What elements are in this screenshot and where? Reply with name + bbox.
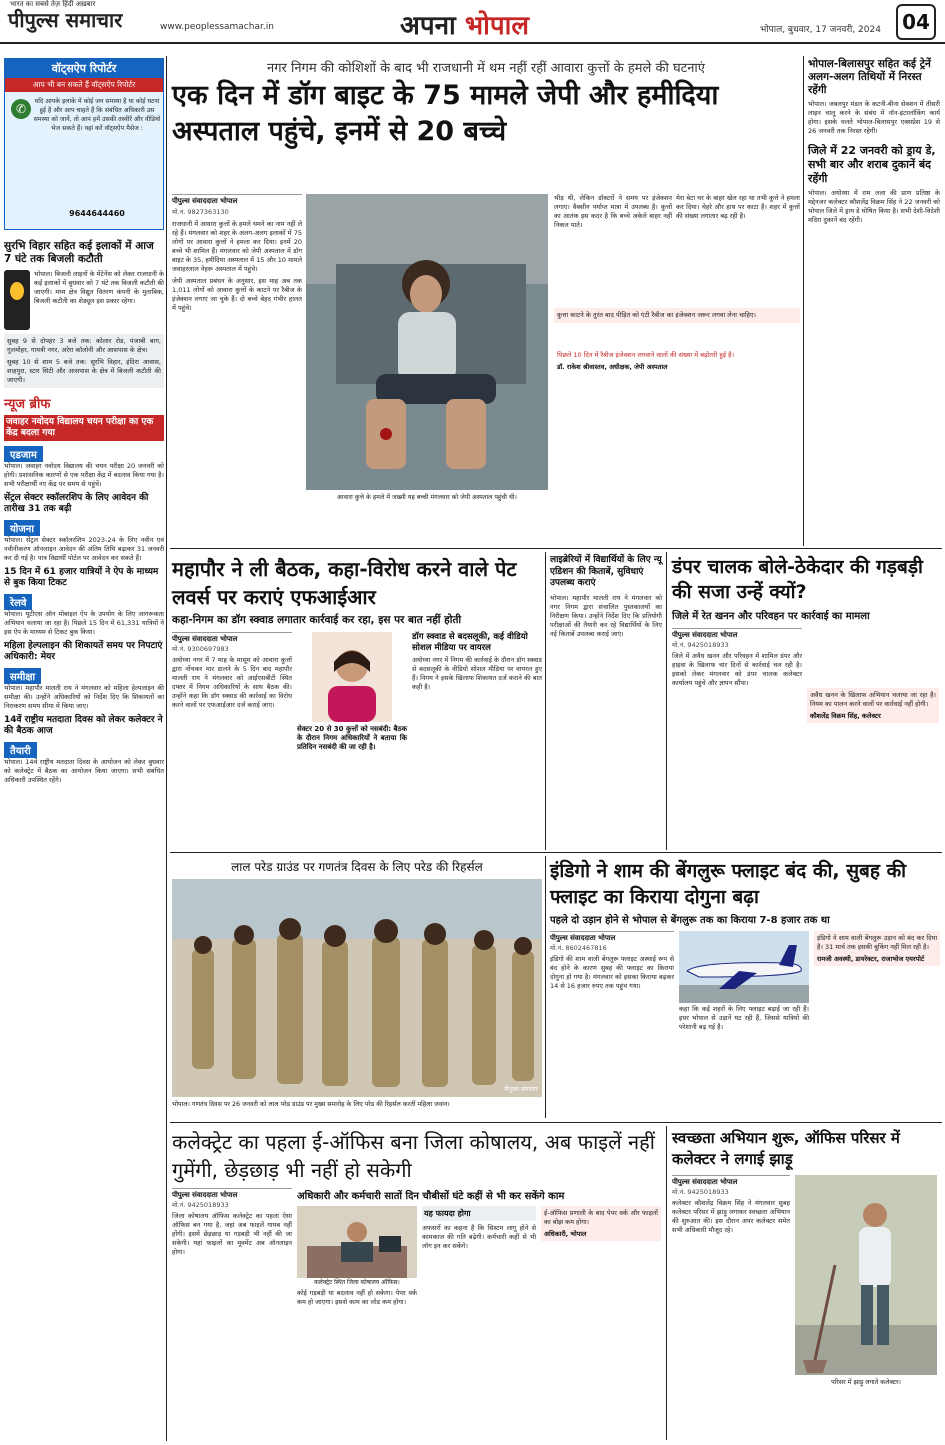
eoffice-col3: अफसरों का कहना है कि सिस्टम लागू होने से कामकाज की गति बढ़ेगी। कर्मचारी कहीं से भी लॉग इन कर सकेंगे।: [422, 1224, 536, 1250]
brief-2-body: भोपाल। सेंट्रल सेक्टर स्कॉलरशिप 2023-24 के लिए नवीन एवं नवीनीकरण ऑनलाइन आवेदन की अंतिम तिथि बढ़ाकर 31 जनवरी कर दी गई है। पात्र विद्यार्थी पोर्टल पर आवेदन कर सकते हैं।: [4, 536, 164, 562]
lead-headline: एक दिन में डॉग बाइट के 75 मामले जेपी और हमीदिया अस्पताल पहुंचे, इनमें से 20 बच्चे: [172, 80, 719, 147]
brief-4-tag: समीक्षा: [4, 668, 41, 684]
eoffice-pull-quote: ई-ऑफिस प्रणाली के बाद पेपर वर्क और फाइलों का बोझ कम होगा। अधिकारी, भोपाल: [541, 1206, 661, 1241]
indigo-deck: पहले दो उड़ान होने से भोपाल से बेंगलुरू तक का किराया 7-8 हजार तक था: [550, 915, 830, 926]
left-column: [4, 58, 164, 1438]
dumper-pull-quote: अवैध खनन के खिलाफ अभियान चलाया जा रहा है। नियम का पालन करने वालों पर कार्रवाई नहीं होगी। कौशलेंद्र विक्रम सिंह, कलेक्टर: [807, 688, 939, 723]
lead-kicker: नगर निगम की कोशिशों के बाद भी राजधानी में थम नहीं रहीं आवारा कुत्तों के हमले की घटनाएं: [266, 61, 705, 76]
whatsapp-title: वॉट्सऐप रिपोर्टर: [5, 59, 163, 78]
mayor-deck: कहा-निगम का डॉग स्क्वाड लगातार कार्रवाई कर रहा, इस पर बात नहीं होती: [172, 614, 462, 626]
brief-3-tag: रेलवे: [4, 594, 32, 610]
power-cut-schedule: [4, 334, 164, 388]
indigo-pull-byline: रामजी अवस्थी, डायरेक्टर, राजाभोज एयरपोर्ट: [817, 955, 925, 963]
lead-col3: भीड़ थी, लेकिन डॉक्टरों ने समय पर इंजेक्शन लगाए। वैक्सीन पर्याप्त मात्रा में उपलब्ध है। कुत्तों का आतंक इस कदर है कि बच्चे अकेले बाहर नहीं निकल पाते।: [554, 194, 672, 229]
brief-2-tag: योजना: [4, 520, 40, 536]
dry-day-headline: जिले में 22 जनवरी को ड्राय डे, सभी बार और शराब दुकानें बंद रहेंगी: [808, 144, 936, 185]
brief-4-body: भोपाल। महापौर मालती राय ने मंगलवार को महिला हेल्पलाइन की समीक्षा की। उन्होंने अधिकारियों को निर्देश दिए कि शिकायतों का निराकरण समय सीमा में किया जाए।: [4, 684, 164, 710]
power-cut-headline: सुरभि विहार सहित कई इलाकों में आज 7 घंटे तक बिजली कटौती: [4, 240, 154, 265]
brief-1-headline: जवाहर नवोदय विद्यालय चयन परीक्षा का एक केंद्र बदला गया: [4, 415, 164, 441]
mayor-body: अयोध्या नगर में 7 माह के मासूम को आवारा कुत्तों द्वारा नोंचकर मार डालने के 5 दिन बाद महापौर मालती राय ने मंगलवार को आईएसबीटी स्थित दफ्तर में निगम अधिकारियों के साथ बैठक की। उन्होंने कहा कि डॉग स्क्वाड की कार्रवाई का विरोध करने वालों पर एफआईआर दर्ज कराई जाए।: [172, 656, 292, 709]
whatsapp-reporter-box: [4, 58, 164, 230]
lead-pull-quote-2: पिछले 10 दिन में रैबीज इंजेक्शन लगवाने वालों की संख्या में बढ़ोतरी हुई है। डॉ. राकेश श्रीवास्तव, अधीक्षक, जेपी अस्पताल: [554, 348, 800, 374]
column-divider: [166, 56, 167, 1441]
eoffice-body: जिला कोषालय ऑफिस कलेक्ट्रेट का पहला ऐसा ऑफिस बन गया है, जहां अब फाइलें गायब नहीं होंगी। इसमें छेड़छाड़ या गड़बड़ी भी नहीं की जा सकेगी। यहां फाइलों का मूवमेंट अब ऑनलाइन होगा।: [172, 1212, 292, 1256]
brief-5-tag: तैयारी: [4, 742, 37, 758]
dumper-pull-byline: कौशलेंद्र विक्रम सिंह, कलेक्टर: [810, 712, 881, 720]
brief-5-body: भोपाल। 14वें राष्ट्रीय मतदाता दिवस के आयोजन को लेकर बुधवार को कलेक्ट्रेट में बैठक का आयोजन किया जाएगा। सभी संबंधित अधिकारी उपस्थित रहेंगे।: [4, 758, 164, 784]
dumper-body: जिले में अवैध खनन और परिवहन में शामिल डंपर और हाइवा के खिलाफ चार दिनों से कार्रवाई चल रही है। इसको लेकर मंगलवार को डंपर चालक कलेक्टर कार्यालय पहुंचे और ज्ञापन सौंपा।: [672, 652, 802, 687]
page-header: [0, 0, 945, 44]
eoffice-phone: मो.नं. 9425018933: [172, 1201, 229, 1209]
parade-photo: [172, 879, 542, 1097]
eoffice-headline: कलेक्ट्रेट का पहला ई-ऑफिस बना जिला कोषालय, अब फाइलें नहीं गुमेंगी, छेड़छाड़ भी नहीं हो सकेगी: [172, 1130, 655, 1182]
dumper-story: [672, 555, 940, 845]
dumper-phone: मो.नं. 9425018933: [672, 641, 729, 649]
lead-story: [172, 58, 800, 538]
dumper-deck: जिले में रेत खनन और परिवहन पर कार्रवाई का मामला: [672, 611, 870, 622]
swachh-story: [672, 1128, 940, 1440]
whatsapp-body: यदि आपके इलाके में कोई जन समस्या है या कोई घटना हुई है और आप चाहते हैं कि संबंधित अधिकारी उस समस्या को जानें, तो आप हमें उसकी तस्वीरें और वीडियो भेज सकते हैं। वहां करें वॉट्सऐप मैसेज :: [33, 98, 161, 132]
mayor-headline: महापौर ने ली बैठक, कहा-विरोध करने वाले पेट लवर्स पर कराएं एफआईआर: [172, 557, 517, 609]
dog-squad-headline: डॉग स्क्वाड से बदसलूकी, कई वीडियो सोशल मीडिया पर वायरल: [412, 632, 528, 653]
indigo-col2: कहा कि कई शहरों के लिए फ्लाइट बढ़ाई जा रही हैं। इधर भोपाल से उड़ानें घट रही हैं, जिससे यात्रियों की परेशानी बढ़ गई है।: [679, 1005, 809, 1031]
eoffice-col2: कोई गड़बड़ी या बदलाव नहीं हो सकेगा। पेपर वर्क कम हो जाएगा। इससे काम का लोड कम होगा।: [297, 1289, 417, 1306]
eoffice-subhead: यह फायदा होगा: [422, 1206, 536, 1221]
eoffice-photo: [297, 1206, 417, 1278]
indigo-phone: मो.नं. 8602467816: [550, 944, 607, 952]
whatsapp-icon: ✆: [11, 99, 31, 119]
power-cut-body: भोपाल। बिजली लाइनों के मेंटेनेंस को लेकर राजधानी के कई इलाकों में बुधवार को 7 घंटे तक बिजली कटौती की जाएगी। मध्य क्षेत्र विद्युत वितरण कंपनी के मुताबिक, बिजली कटौती का शेड्यूल इस प्रकार रहेगा।: [34, 270, 164, 305]
mayor-phone: मो.नं. 9300697983: [172, 645, 229, 653]
brief-3-body: भोपाल। यूटीएस ऑन मोबाइल ऐप के उपयोग के लिए जागरूकता अभियान चलाया जा रहा है। पिछले 15 दिन में 61,331 यात्रियों ने इस ऐप के माध्यम से टिकट बुक किया।: [4, 610, 164, 636]
swachh-body: कलेक्टर कौशलेंद्र विक्रम सिंह ने मंगलवार सुबह कलेक्टर परिसर में झाड़ू लगाकर स्वच्छता अभियान की शुरुआत की। इस दौरान अपर कलेक्टर समेत सभी अधिकारी मौजूद रहे।: [672, 1199, 790, 1234]
indigo-pull-quote: इंडिगो ने शाम वाली बेंगलुरू उड़ान को बंद कर दिया है। 31 मार्च तक इसकी बुकिंग नहीं मिल रही है। रामजी अवस्थी, डायरेक्टर, राजाभोज एयरपोर्ट: [814, 931, 940, 966]
library-story: [550, 555, 662, 845]
lead-body-2: जेपी अस्पताल प्रबंधन के अनुसार, इस माह अब तक 1,011 लोगों को आवारा कुत्तों के काटने पर रैबीज के इंजेक्शन लगाए जा चुके हैं। दो बच्चे बेहद गंभीर हालत में पहुंचे।: [172, 277, 302, 312]
power-cut-slot-2: सुबह 10 से शाम 5 बजे तक: सुरभि विहार, इंदिरा आवास, शाहपुरा, स्टार सिटी और आसपास के क्षेत्र में बिजली कटौती की जाएगी।: [7, 358, 161, 384]
eoffice-photo-caption: कलेक्ट्रेट स्थित जिला कोषालय ऑफिस।: [314, 1279, 400, 1286]
indigo-story: [550, 858, 940, 1120]
eoffice-story: [172, 1128, 662, 1440]
eoffice-pull-byline: अधिकारी, भोपाल: [544, 1230, 587, 1238]
dumper-headline: डंपर चालक बोले-ठेकेदार की गड़बड़ी की सजा उन्हें क्यों?: [672, 556, 923, 603]
site-url[interactable]: www.peoplessamachar.in: [160, 22, 274, 32]
indigo-headline: इंडिगो ने शाम की बेंगलुरू फ्लाइट बंद की, सुबह की फ्लाइट का किराया दोगुना बढ़ा: [550, 860, 907, 908]
swachh-headline: स्वच्छता अभियान शुरू, ऑफिस परिसर में कलेक्टर ने लगाई झाड़ू: [672, 1129, 900, 1168]
dumper-byline: पीपुल्स संवाददाता भोपाल: [672, 628, 802, 640]
masthead-logo[interactable]: भारत का सबसे तेज़ हिंदी अख़बार पीपुल्स समाचार: [8, 0, 123, 32]
aircraft-photo: [679, 931, 809, 1003]
parade-story: [172, 858, 542, 1120]
lead-col4: मेरा बेटा घर के बाहर खेल रहा था तभी कुत्ते ने हमला कर दिया। चेहरे और हाथ पर काटा है। शहर में कुत्तों की संख्या लगातार बढ़ रही है।: [676, 194, 800, 220]
eoffice-deck: अधिकारी और कर्मचारी सातों दिन चौबीसों घंटे कहीं से भी कर सकेंगे काम: [297, 1191, 565, 1202]
section-title: अपना भोपाल: [400, 11, 530, 41]
indigo-byline: पीपुल्स संवाददाता भोपाल: [550, 931, 674, 943]
library-body: भोपाल। महापौर मालती राय ने मंगलवार को नगर निगम द्वारा संचालित पुस्तकालयों का निरीक्षण किया। उन्होंने निर्देश दिए कि प्रतियोगी परीक्षाओं की तैयारी कर रहे विद्यार्थियों के लिए नई किताबें उपलब्ध कराई जाएं।: [550, 593, 662, 638]
power-cut-slot-1: सुबह 9 से दोपहर 3 बजे तक: कोलार रोड, पंजाबी बाग, गुलमोहर, गायत्री नगर, अरेरा कॉलोनी और आसपास के क्षेत्र।: [7, 337, 161, 354]
brief-4-headline: महिला हेल्पलाइन की शिकायतें समय पर निपटाएं अधिकारी: मेयर: [4, 641, 163, 662]
train-headline: भोपाल-बिलासपुर सहित कई ट्रेनें अलग-अलग तिथियों में निरस्त रहेंगी: [808, 58, 931, 96]
parade-caption: भोपाल। गणतंत्र दिवस पर 26 जनवरी को लाल परेड ग्राउंड पर मुख्य समारोह के लिए परेड की रिहर्सल करतीं महिला जवान।: [172, 1101, 450, 1108]
swachh-photo: [795, 1175, 937, 1375]
brief-1-body: भोपाल। जवाहर नवोदय विद्यालय की चयन परीक्षा 20 जनवरी को होगी। प्रशासनिक कारणों से एक परीक्षा केंद्र में बदलाव किया गया है। सभी परीक्षार्थी नए केंद्र पर समय से पहुंचें।: [4, 462, 164, 488]
brief-1-tag: एडजाम: [4, 446, 43, 462]
mayor-story: [172, 555, 542, 850]
issue-date: भोपाल, बुधवार, 17 जनवरी, 2024: [760, 25, 881, 35]
right-rail: [808, 58, 940, 542]
brief-3-headline: 15 दिन में 61 हजार यात्रियों ने ऐप के माध्यम से बुक किया टिकट: [4, 567, 159, 588]
lead-phone: मो.नं. 9827363130: [172, 208, 229, 216]
dog-squad-body: अयोध्या नगर में निगम की कार्रवाई के दौरान डॉग स्क्वाड से बदसलूकी के वीडियो सोशल मीडिया पर वायरल हुए हैं। निगम ने इसके खिलाफ शिकायत दर्ज कराने की बात कही है।: [412, 656, 542, 691]
lead-photo: [306, 194, 548, 504]
library-headline: लाइब्रेरियों में विद्यार्थियों के लिए न्यू एडिशन की किताबें, सुविधाएं उपलब्ध कराएं: [550, 555, 662, 588]
parade-headline: लाल परेड ग्राउंड पर गणतंत्र दिवस के लिए परेड की रिहर्सल: [231, 860, 483, 874]
lead-body-1: राजधानी में आवारा कुत्तों के हमले थमने का नाम नहीं ले रहे हैं। मंगलवार को शहर के अलग-अलग इलाकों में 75 लोगों पर आवारा कुत्तों ने हमला कर दिया। इनमें 20 बच्चे भी शामिल हैं। मंगलवार को जेपी अस्पताल में डॉग बाइट के 35, हमीदिया अस्पताल में 15 और 10 मामले जवाहरलाल नेहरू अस्पताल में पहुंचे।: [172, 220, 302, 273]
lead-photo-caption: आवारा कुत्ते के हमले में जख्मी यह बच्ची मंगलवार को जेपी अस्पताल पहुंची थी।: [337, 494, 517, 501]
dry-day-body: भोपाल। अयोध्या में राम लला की प्राण प्रतिष्ठा के मद्देनजर कलेक्टर कौशलेंद्र विक्रम सिंह ने 22 जनवरी को भोपाल जिले में ड्राय डे घोषित किया है। सभी देशी-विदेशी मदिरा दुकानें बंद रहेंगी।: [808, 189, 940, 224]
brief-2-headline: सेंट्रल सेक्टर स्कॉलरशिप के लिए आवेदन की तारीख 31 तक बढ़ी: [4, 493, 149, 514]
mayor-portrait: [312, 632, 392, 722]
swachh-photo-caption: परिसर में झाड़ू लगाते कलेक्टर।: [831, 1379, 901, 1386]
eoffice-byline: पीपुल्स संवाददाता भोपाल: [172, 1188, 292, 1200]
lead-pull-byline: डॉ. राकेश श्रीवास्तव, अधीक्षक, जेपी अस्पताल: [557, 363, 668, 371]
page-number: 04: [896, 4, 936, 40]
mayor-byline: पीपुल्स संवाददाता भोपाल: [172, 632, 292, 644]
bulb-icon: [4, 270, 30, 330]
news-brief-title: न्यूज ब्रीफ: [4, 397, 51, 412]
lead-pull-quote-1: कुत्ता काटने के तुरंत बाद पीड़ित को एंटी रैबीज का इंजेक्शन जरूर लगवा लेना चाहिए।: [554, 308, 800, 323]
parade-photo-credit: पीपुल्स समाचार: [503, 1086, 538, 1093]
indigo-body: इंडिगो की शाम वाली बेंगलुरू फ्लाइट अस्थाई रूप से बंद होने के कारण सुबह की फ्लाइट का किराया दोगुना हो गया है। मंगलवार को इसका किराया बढ़कर 14 से 16 हजार रुपए तक पहुंच गया।: [550, 955, 674, 990]
swachh-byline: पीपुल्स संवाददाता भोपाल: [672, 1175, 790, 1187]
whatsapp-subtitle: आप भी बन सकते हैं वॉट्सऐप रिपोर्टर: [5, 78, 163, 92]
lead-byline: पीपुल्स संवाददाता भोपाल: [172, 194, 302, 206]
mayor-quote: सेक्टर 20 से 30 कुत्तों को नसबंदी: बैठक के दौरान निगम अधिकारियों ने बताया कि प्रतिदिन नसबंदी की जा रही है।: [297, 725, 407, 751]
brief-5-headline: 14वें राष्ट्रीय मतदाता दिवस को लेकर कलेक्टर ने की बैठक आज: [4, 715, 163, 736]
train-body: भोपाल। जबलपुर मंडल के कटनी-बीना सेक्शन में तीसरी लाइन चालू करने के संबंध में नॉन-इंटरलॉकिंग कार्य होगा। इसके चलते भोपाल-बिलासपुर एक्सप्रेस 19 से 26 जनवरी तक निरस्त रहेगी।: [808, 100, 940, 135]
swachh-phone: मो.नं. 9425018933: [672, 1188, 729, 1196]
whatsapp-phone[interactable]: 9644644460: [69, 209, 125, 218]
masthead-tagline: भारत का सबसे तेज़ हिंदी अख़बार: [10, 0, 96, 8]
